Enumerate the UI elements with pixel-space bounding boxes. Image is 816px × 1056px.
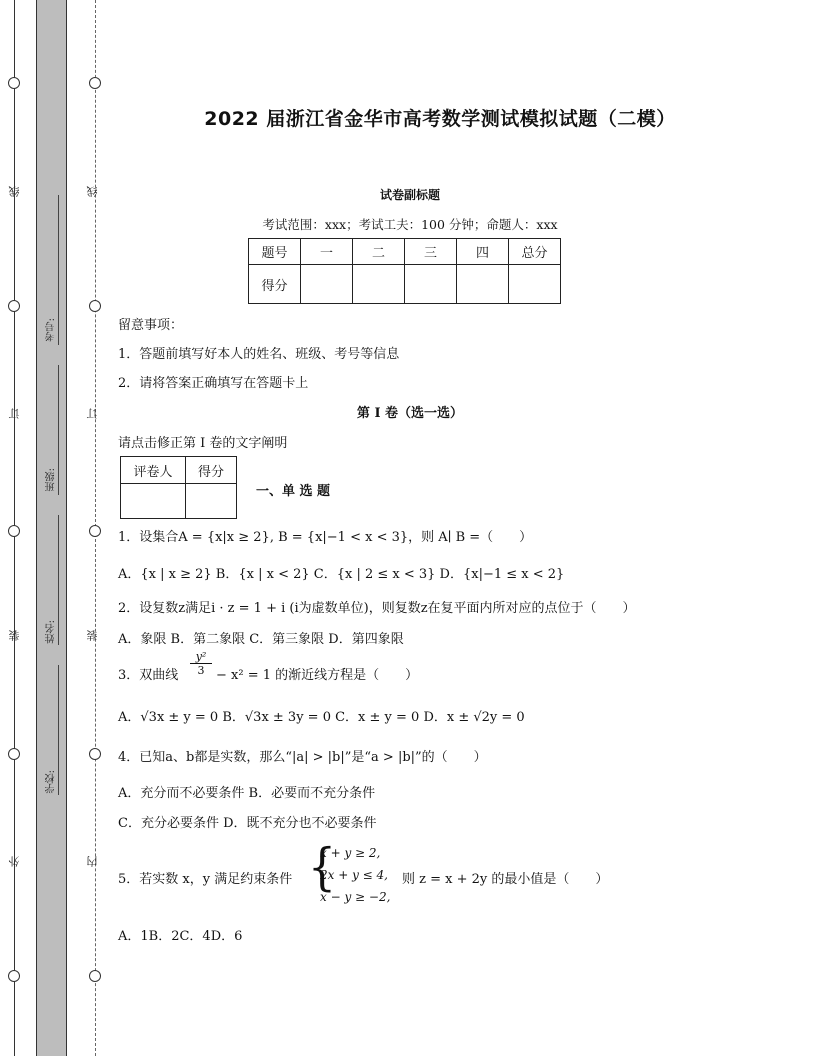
grader-table (120, 456, 237, 519)
score-header-cell: 二 (353, 239, 405, 265)
margin-inner-label: 内 (86, 856, 99, 867)
class-field[interactable] (58, 365, 59, 495)
margin-inner-label: 订 (86, 408, 99, 419)
page-title: 2022 届浙江省金华市高考数学测试模拟试题（二模） (204, 108, 676, 130)
grader-header: 评卷人 (121, 457, 186, 484)
score-cell[interactable] (353, 265, 405, 304)
question-5-stem-pre: 5．若实数 x，y 满足约束条件 (118, 872, 293, 887)
score-header-cell: 三 (405, 239, 457, 265)
score-cell[interactable] (301, 265, 353, 304)
margin-band-left-edge (36, 0, 37, 1056)
fraction-numerator: y² (190, 650, 212, 664)
question-5-options: A．1B．2C．4D．6 (118, 929, 243, 944)
part-heading: 一、单 选 题 (256, 484, 331, 499)
section-instruction: 请点击修正第 I 卷的文字阐明 (118, 436, 288, 451)
binding-hole-icon (89, 748, 101, 760)
score-cell[interactable] (457, 265, 509, 304)
question-1-options: A．{x | x ≥ 2} B．{x | x < 2} C．{x | 2 ≤ x < 3} D．{x|−1 ≤ x < 2} (118, 567, 565, 582)
constraint: x − y ≥ −2, (320, 890, 391, 904)
notes-heading: 留意事项： (118, 318, 184, 333)
margin-inner-label: 装 (86, 630, 99, 641)
margin-outer-label: 装 (8, 630, 21, 641)
margin-outer-label: 订 (8, 408, 21, 419)
question-3-stem-pre: 3．双曲线 (118, 668, 179, 683)
margin-gray-band (36, 0, 66, 1056)
school-field[interactable] (58, 665, 59, 795)
class-label: 班级: (46, 468, 57, 492)
score-header-cell: 题号 (249, 239, 301, 265)
brace-icon: { (308, 838, 336, 897)
grader-cell[interactable] (186, 484, 237, 519)
score-header-cell: 四 (457, 239, 509, 265)
binding-hole-icon (8, 77, 20, 89)
question-5-stem-post: 则 z = x + 2y 的最小值是（ ） (402, 872, 609, 887)
note-item: 1．答题前填写好本人的姓名、班级、考号等信息 (118, 347, 400, 362)
binding-hole-icon (89, 77, 101, 89)
question-3-stem-post: − x² = 1 的渐近线方程是（ ） (216, 668, 419, 683)
score-cell[interactable] (405, 265, 457, 304)
question-4-options: A．充分而不必要条件 B．必要而不充分条件 (118, 786, 376, 801)
name-field[interactable] (58, 515, 59, 645)
margin-inner-label: 线 (86, 186, 99, 197)
question-3-fraction (190, 650, 212, 677)
score-header-cell: 一 (301, 239, 353, 265)
exam-info: 考试范围：xxx；考试工夫：100 分钟；命题人：xxx (262, 217, 558, 232)
score-cell[interactable] (509, 265, 561, 304)
binding-hole-icon (89, 525, 101, 537)
question-4-options: C．充分必要条件 D．既不充分也不必要条件 (118, 816, 377, 831)
binding-hole-icon (8, 300, 20, 312)
constraint: x + y ≥ 2, (320, 846, 381, 860)
binding-hole-icon (8, 525, 20, 537)
constraint: 2x + y ≤ 4, (320, 868, 388, 882)
question-1-stem: 1．设集合A = {x|x ≥ 2}, B = {x|−1 < x < 3}，则 A∣ B =（ ） (118, 530, 533, 545)
section-title: 第 I 卷（选一选） (356, 406, 464, 421)
binding-hole-icon (8, 748, 20, 760)
fraction-denominator: 3 (197, 664, 205, 677)
margin-band-right-edge (66, 0, 67, 1056)
score-header-cell: 总分 (509, 239, 561, 265)
binding-hole-icon (89, 970, 101, 982)
grader-header: 得分 (186, 457, 237, 484)
margin-outer-label: 线 (8, 186, 21, 197)
binding-hole-icon (8, 970, 20, 982)
note-item: 2．请将答案正确填写在答题卡上 (118, 376, 309, 391)
score-table (248, 238, 561, 304)
grader-cell[interactable] (121, 484, 186, 519)
question-3-options: A．√3x ± y = 0 B．√3x ± 3y = 0 C．x ± y = 0 D．x ± √2y = 0 (118, 710, 525, 725)
exam-number-label: 考号: (46, 318, 57, 342)
page-subtitle: 试卷副标题 (379, 188, 440, 202)
question-5-constraints (320, 842, 390, 908)
margin-outer-label: 外 (8, 856, 21, 867)
question-4-stem: 4．已知a、b都是实数，那么“|a| > |b|”是“a > |b|”的（ ） (118, 750, 487, 765)
exam-number-field[interactable] (58, 195, 59, 345)
question-2-options: A．象限 B．第二象限 C．第三象限 D．第四象限 (118, 632, 404, 647)
school-label: 学校: (46, 770, 57, 794)
score-row-label: 得分 (249, 265, 301, 304)
question-2-stem: 2．设复数z满足i · z = 1 + i (i为虚数单位)，则复数z在复平面内所对应的点位于（ ） (118, 601, 636, 616)
name-label: 姓名: (46, 620, 57, 644)
binding-hole-icon (89, 300, 101, 312)
